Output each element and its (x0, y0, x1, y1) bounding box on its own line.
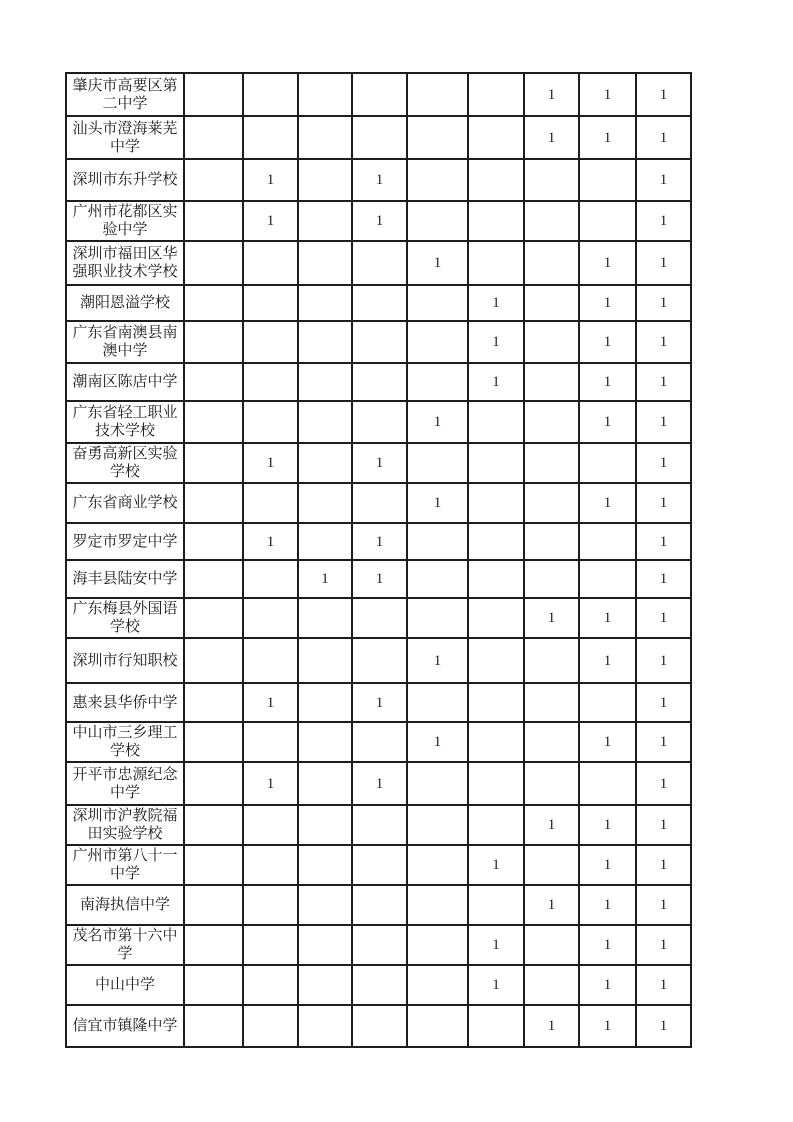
value-cell: 1 (468, 321, 524, 363)
school-name-cell: 广东省轻工职业技术学校 (66, 401, 184, 443)
table-row (66, 159, 691, 201)
table-row (66, 523, 691, 560)
value-cell: 1 (243, 762, 298, 805)
value-cell: 1 (579, 241, 636, 285)
value-cell (407, 201, 468, 241)
value-cell: 1 (243, 159, 298, 201)
value-cell (407, 1005, 468, 1047)
value-cell (243, 925, 298, 965)
value-cell: 1 (407, 241, 468, 285)
school-name-cell: 奋勇高新区实验学校 (66, 443, 184, 483)
value-cell (184, 722, 243, 762)
value-cell: 1 (468, 363, 524, 401)
value-cell: 1 (636, 805, 691, 845)
value-cell: 1 (352, 762, 407, 805)
value-cell (184, 762, 243, 805)
value-cell: 1 (579, 805, 636, 845)
table-row (66, 285, 691, 321)
value-cell (243, 885, 298, 925)
value-cell: 1 (579, 363, 636, 401)
value-cell (184, 73, 243, 116)
value-cell (298, 885, 352, 925)
school-name-cell: 南海执信中学 (66, 885, 184, 925)
school-name-cell: 开平市忠源纪念中学 (66, 762, 184, 805)
value-cell (298, 159, 352, 201)
value-cell: 1 (407, 401, 468, 443)
value-cell: 1 (636, 683, 691, 722)
value-cell: 1 (407, 483, 468, 523)
value-cell (352, 805, 407, 845)
value-cell: 1 (636, 762, 691, 805)
value-cell (579, 762, 636, 805)
school-name-cell: 广州市花都区实验中学 (66, 201, 184, 241)
value-cell (298, 483, 352, 523)
value-cell (524, 965, 579, 1005)
value-cell (524, 159, 579, 201)
value-cell (407, 523, 468, 560)
table-row (66, 321, 691, 363)
school-name-cell: 深圳市福田区华强职业技术学校 (66, 241, 184, 285)
value-cell (243, 805, 298, 845)
value-cell (524, 845, 579, 885)
value-cell (352, 845, 407, 885)
value-cell: 1 (636, 285, 691, 321)
value-cell (468, 598, 524, 638)
value-cell (579, 443, 636, 483)
value-cell (352, 483, 407, 523)
table-row (66, 805, 691, 845)
value-cell (524, 560, 579, 598)
value-cell: 1 (579, 321, 636, 363)
value-cell (243, 73, 298, 116)
value-cell (298, 845, 352, 885)
value-cell (468, 560, 524, 598)
value-cell (184, 965, 243, 1005)
table-row (66, 845, 691, 885)
value-cell (468, 1005, 524, 1047)
value-cell (184, 483, 243, 523)
value-cell: 1 (579, 885, 636, 925)
value-cell (468, 523, 524, 560)
value-cell (298, 73, 352, 116)
value-cell (298, 401, 352, 443)
value-cell: 1 (579, 965, 636, 1005)
value-cell: 1 (243, 443, 298, 483)
value-cell: 1 (468, 845, 524, 885)
value-cell (352, 598, 407, 638)
value-cell (352, 241, 407, 285)
value-cell (524, 683, 579, 722)
table-row (66, 965, 691, 1005)
value-cell (352, 638, 407, 683)
value-cell: 1 (636, 363, 691, 401)
school-table (65, 72, 692, 1048)
value-cell (184, 845, 243, 885)
value-cell (298, 925, 352, 965)
school-name-cell: 信宜市镇隆中学 (66, 1005, 184, 1047)
value-cell (352, 722, 407, 762)
value-cell (524, 722, 579, 762)
value-cell: 1 (636, 241, 691, 285)
value-cell: 1 (579, 116, 636, 159)
value-cell (243, 638, 298, 683)
value-cell (524, 925, 579, 965)
value-cell (468, 762, 524, 805)
value-cell (298, 321, 352, 363)
value-cell (352, 321, 407, 363)
value-cell (243, 483, 298, 523)
value-cell (468, 159, 524, 201)
value-cell (184, 159, 243, 201)
value-cell: 1 (636, 523, 691, 560)
value-cell (184, 885, 243, 925)
value-cell (184, 638, 243, 683)
table-row (66, 683, 691, 722)
value-cell: 1 (243, 523, 298, 560)
table-row (66, 483, 691, 523)
value-cell (243, 965, 298, 1005)
value-cell: 1 (636, 965, 691, 1005)
table-row (66, 73, 691, 116)
value-cell: 1 (352, 560, 407, 598)
value-cell (184, 598, 243, 638)
value-cell: 1 (468, 285, 524, 321)
value-cell (298, 683, 352, 722)
table-row (66, 1005, 691, 1047)
value-cell (468, 443, 524, 483)
value-cell: 1 (636, 201, 691, 241)
school-name-cell: 汕头市澄海莱芜中学 (66, 116, 184, 159)
value-cell: 1 (579, 925, 636, 965)
value-cell (524, 443, 579, 483)
school-name-cell: 广东省商业学校 (66, 483, 184, 523)
table-row (66, 885, 691, 925)
school-name-cell: 广东省南澳县南澳中学 (66, 321, 184, 363)
value-cell (298, 285, 352, 321)
value-cell: 1 (407, 722, 468, 762)
value-cell (298, 965, 352, 1005)
value-cell: 1 (579, 1005, 636, 1047)
school-name-cell: 潮南区陈店中学 (66, 363, 184, 401)
value-cell (524, 321, 579, 363)
value-cell (243, 321, 298, 363)
value-cell: 1 (636, 401, 691, 443)
value-cell: 1 (636, 925, 691, 965)
value-cell (407, 598, 468, 638)
value-cell: 1 (636, 638, 691, 683)
value-cell (243, 560, 298, 598)
value-cell (352, 73, 407, 116)
value-cell (184, 560, 243, 598)
value-cell (184, 523, 243, 560)
value-cell (184, 116, 243, 159)
value-cell (243, 285, 298, 321)
value-cell (184, 925, 243, 965)
value-cell (352, 116, 407, 159)
value-cell (298, 443, 352, 483)
value-cell (184, 401, 243, 443)
value-cell: 1 (352, 201, 407, 241)
value-cell (468, 638, 524, 683)
value-cell: 1 (636, 722, 691, 762)
value-cell: 1 (243, 201, 298, 241)
value-cell (298, 523, 352, 560)
table-row (66, 925, 691, 965)
school-name-cell: 海丰县陆安中学 (66, 560, 184, 598)
value-cell (468, 885, 524, 925)
value-cell: 1 (636, 845, 691, 885)
value-cell: 1 (352, 159, 407, 201)
value-cell (407, 885, 468, 925)
school-table-body (66, 73, 691, 1047)
value-cell (298, 1005, 352, 1047)
value-cell (243, 598, 298, 638)
value-cell (579, 523, 636, 560)
value-cell (298, 805, 352, 845)
value-cell (468, 805, 524, 845)
school-name-cell: 惠来县华侨中学 (66, 683, 184, 722)
value-cell (407, 73, 468, 116)
value-cell: 1 (352, 523, 407, 560)
value-cell (243, 722, 298, 762)
value-cell (352, 285, 407, 321)
school-name-cell: 广东梅县外国语学校 (66, 598, 184, 638)
table-row (66, 201, 691, 241)
value-cell (243, 241, 298, 285)
value-cell (184, 683, 243, 722)
value-cell: 1 (352, 683, 407, 722)
value-cell: 1 (579, 285, 636, 321)
value-cell (407, 443, 468, 483)
value-cell (184, 201, 243, 241)
value-cell (407, 845, 468, 885)
value-cell (407, 159, 468, 201)
value-cell (524, 638, 579, 683)
value-cell (468, 722, 524, 762)
value-cell (524, 201, 579, 241)
value-cell: 1 (579, 401, 636, 443)
value-cell (352, 363, 407, 401)
value-cell: 1 (352, 443, 407, 483)
value-cell: 1 (636, 560, 691, 598)
value-cell: 1 (636, 885, 691, 925)
value-cell (184, 443, 243, 483)
value-cell (579, 201, 636, 241)
value-cell: 1 (636, 443, 691, 483)
value-cell: 1 (636, 73, 691, 116)
value-cell (524, 241, 579, 285)
value-cell: 1 (579, 845, 636, 885)
school-name-cell: 肇庆市高要区第二中学 (66, 73, 184, 116)
value-cell (298, 201, 352, 241)
value-cell (184, 1005, 243, 1047)
value-cell: 1 (524, 805, 579, 845)
table-row (66, 638, 691, 683)
table-row (66, 116, 691, 159)
school-name-cell: 茂名市第十六中学 (66, 925, 184, 965)
value-cell: 1 (636, 1005, 691, 1047)
value-cell: 1 (407, 638, 468, 683)
school-name-cell: 广州市第八十一中学 (66, 845, 184, 885)
value-cell: 1 (636, 321, 691, 363)
value-cell (524, 483, 579, 523)
value-cell (468, 116, 524, 159)
value-cell (407, 321, 468, 363)
value-cell (579, 560, 636, 598)
value-cell: 1 (579, 73, 636, 116)
value-cell (407, 925, 468, 965)
value-cell (407, 363, 468, 401)
value-cell (184, 241, 243, 285)
value-cell: 1 (636, 159, 691, 201)
table-row (66, 762, 691, 805)
school-name-cell: 中山中学 (66, 965, 184, 1005)
value-cell (298, 638, 352, 683)
value-cell: 1 (524, 885, 579, 925)
school-name-cell: 深圳市东升学校 (66, 159, 184, 201)
value-cell (407, 805, 468, 845)
value-cell: 1 (468, 925, 524, 965)
value-cell: 1 (524, 116, 579, 159)
table-row (66, 401, 691, 443)
value-cell: 1 (579, 638, 636, 683)
value-cell (298, 722, 352, 762)
value-cell (298, 241, 352, 285)
value-cell (468, 241, 524, 285)
value-cell (468, 401, 524, 443)
value-cell (468, 683, 524, 722)
value-cell (243, 116, 298, 159)
value-cell (352, 401, 407, 443)
value-cell: 1 (524, 1005, 579, 1047)
value-cell (407, 762, 468, 805)
value-cell (579, 159, 636, 201)
value-cell (524, 363, 579, 401)
table-row (66, 241, 691, 285)
value-cell (407, 683, 468, 722)
value-cell: 1 (524, 598, 579, 638)
value-cell (407, 116, 468, 159)
value-cell (243, 401, 298, 443)
value-cell: 1 (579, 483, 636, 523)
table-row (66, 560, 691, 598)
value-cell (407, 285, 468, 321)
value-cell (524, 285, 579, 321)
table-row (66, 363, 691, 401)
value-cell (352, 1005, 407, 1047)
value-cell (524, 762, 579, 805)
school-name-cell: 深圳市行知职校 (66, 638, 184, 683)
value-cell (184, 363, 243, 401)
table-row (66, 598, 691, 638)
value-cell (184, 285, 243, 321)
value-cell (352, 885, 407, 925)
school-name-cell: 深圳市沪教院福田实验学校 (66, 805, 184, 845)
value-cell (524, 401, 579, 443)
value-cell: 1 (468, 965, 524, 1005)
value-cell (243, 1005, 298, 1047)
value-cell (298, 762, 352, 805)
value-cell (468, 73, 524, 116)
value-cell (243, 363, 298, 401)
value-cell (184, 805, 243, 845)
school-name-cell: 中山市三乡理工学校 (66, 722, 184, 762)
value-cell (298, 598, 352, 638)
table-row (66, 443, 691, 483)
value-cell (352, 925, 407, 965)
value-cell (468, 483, 524, 523)
table-row (66, 722, 691, 762)
value-cell (579, 683, 636, 722)
value-cell (298, 116, 352, 159)
value-cell: 1 (524, 73, 579, 116)
school-name-cell: 潮阳恩溢学校 (66, 285, 184, 321)
value-cell: 1 (636, 116, 691, 159)
value-cell: 1 (298, 560, 352, 598)
value-cell: 1 (243, 683, 298, 722)
value-cell (407, 560, 468, 598)
value-cell (524, 523, 579, 560)
value-cell (243, 845, 298, 885)
value-cell (184, 321, 243, 363)
value-cell: 1 (579, 598, 636, 638)
value-cell (407, 965, 468, 1005)
value-cell: 1 (579, 722, 636, 762)
value-cell: 1 (636, 483, 691, 523)
value-cell: 1 (636, 598, 691, 638)
value-cell (468, 201, 524, 241)
value-cell (352, 965, 407, 1005)
school-name-cell: 罗定市罗定中学 (66, 523, 184, 560)
value-cell (298, 363, 352, 401)
